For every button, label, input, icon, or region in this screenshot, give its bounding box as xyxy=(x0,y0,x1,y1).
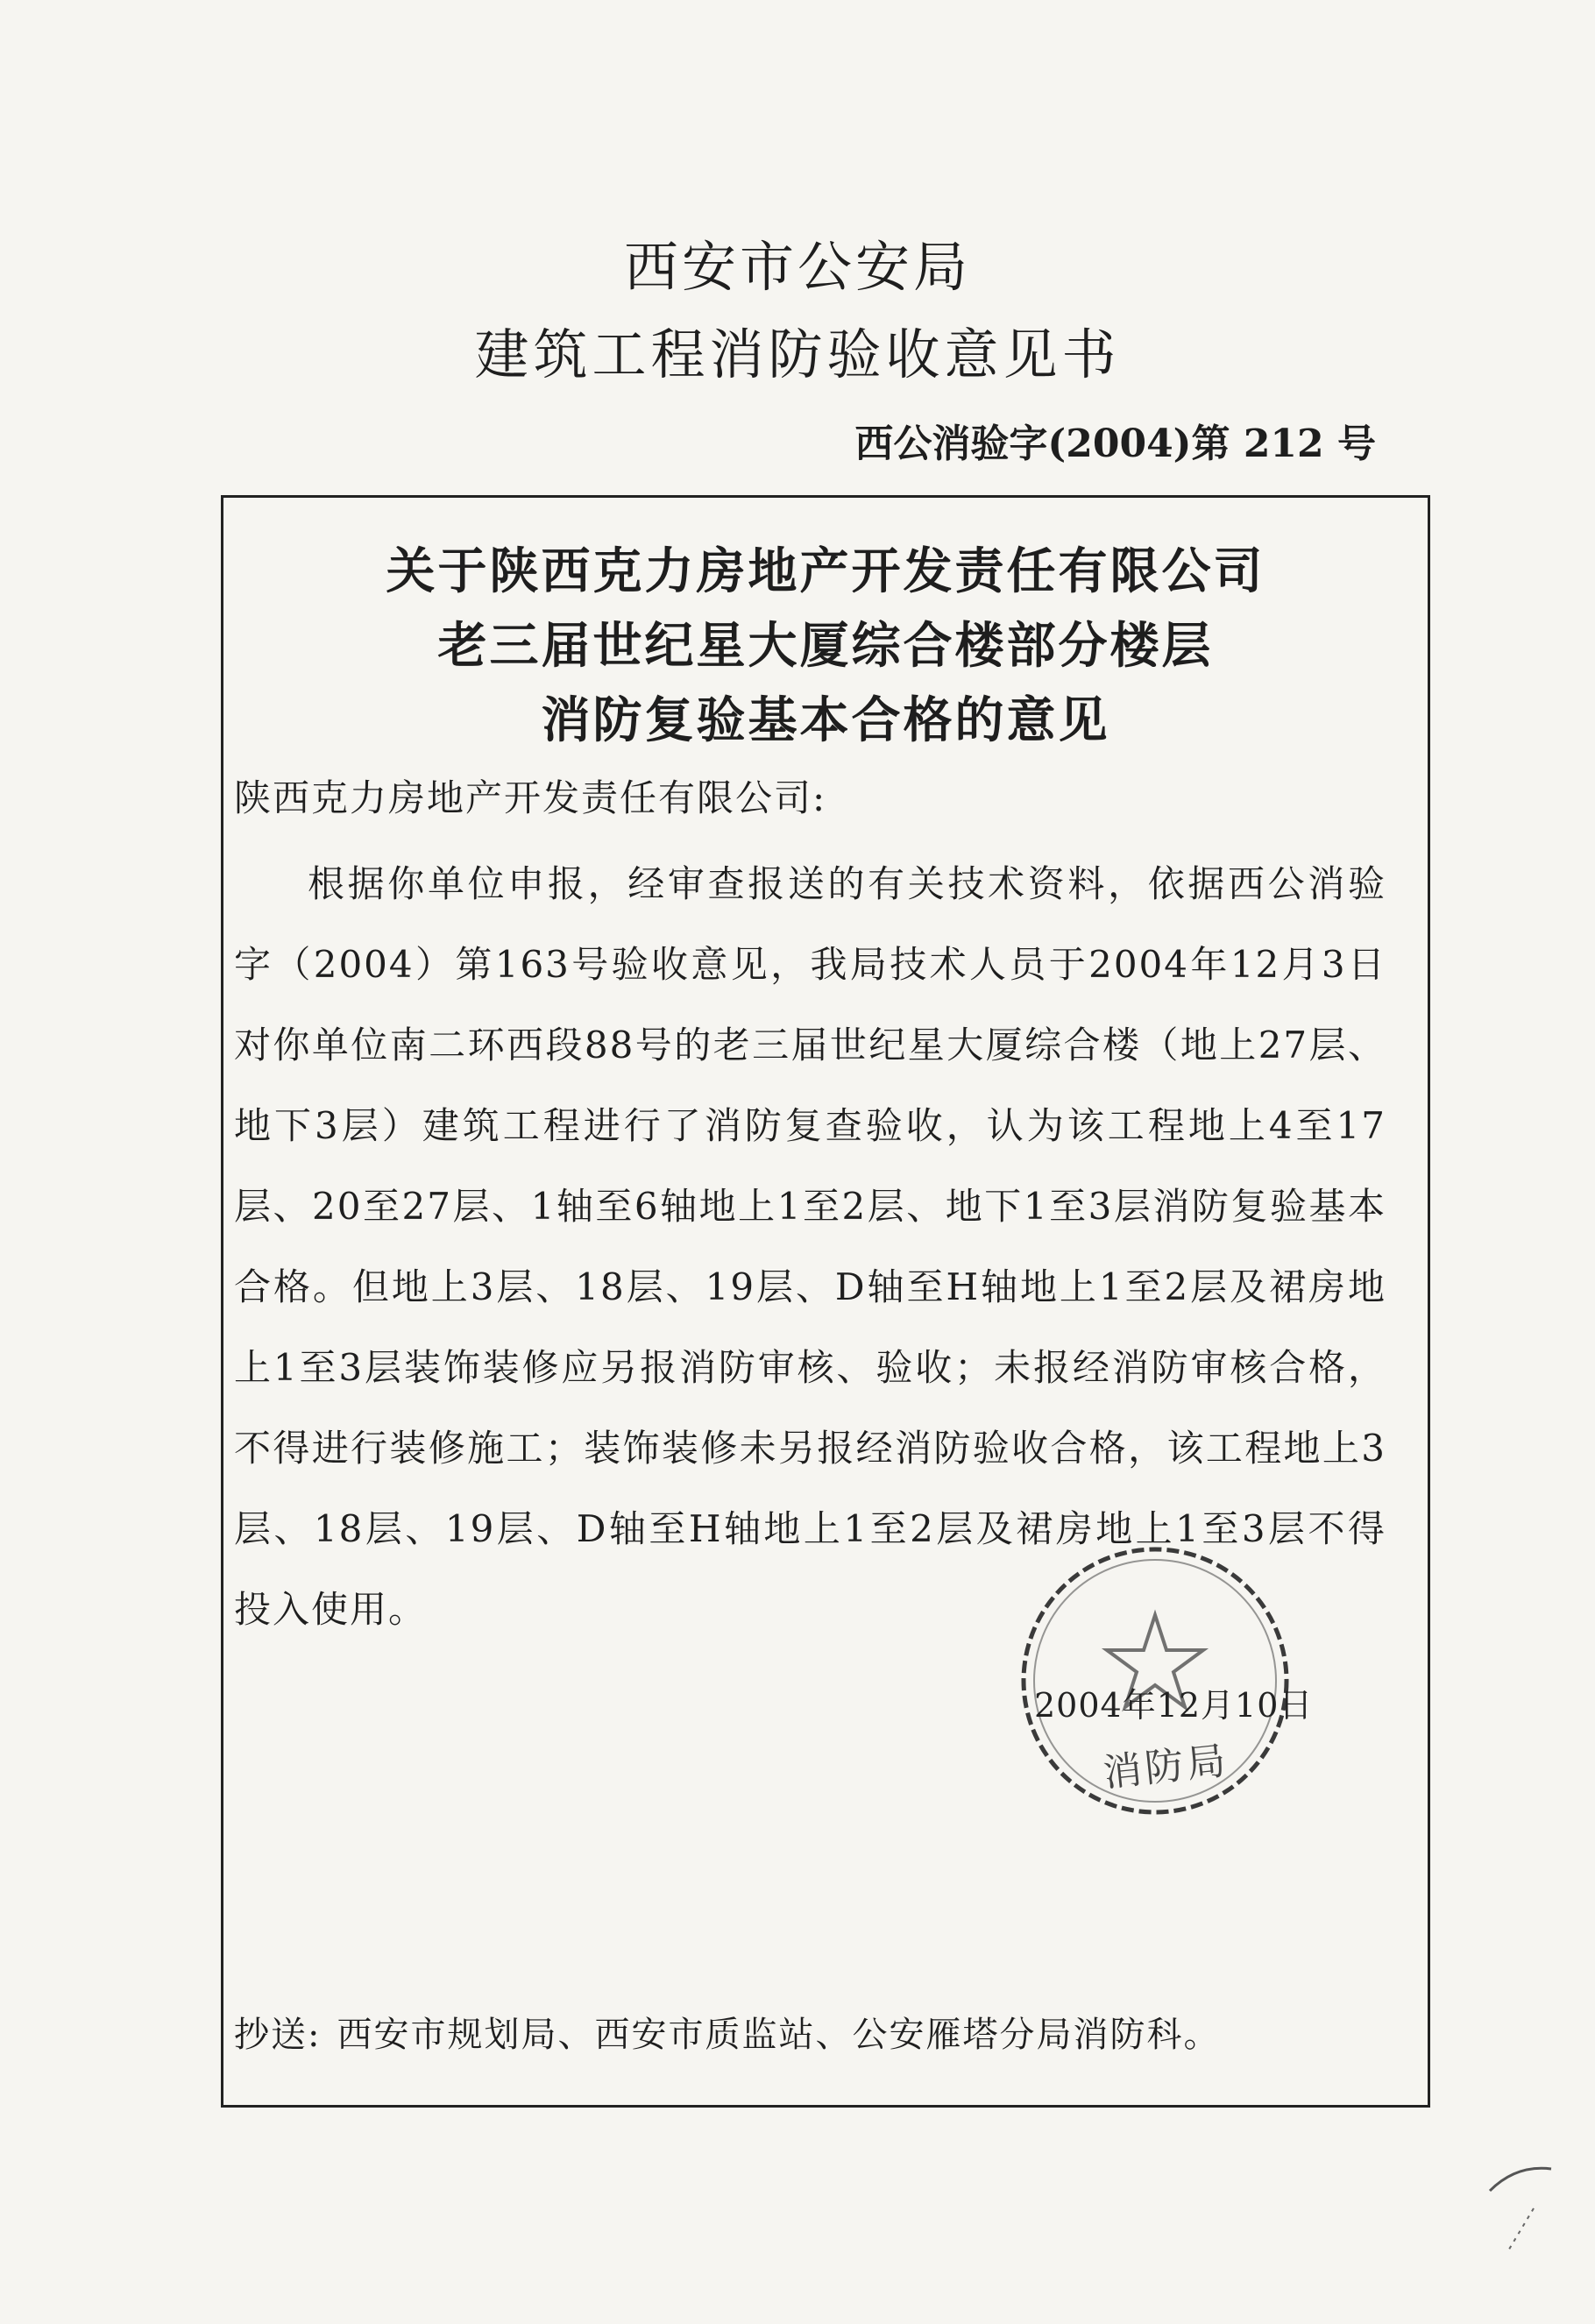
signature-date: 2004年12月10日 xyxy=(1034,1686,1314,1725)
document-type-title: 建筑工程消防验收意见书 xyxy=(474,322,1121,386)
addressee: 陕西克力房地产开发责任有限公司: xyxy=(234,776,827,819)
content-frame xyxy=(221,495,1430,2108)
body-paragraph: 根据你单位申报，经审查报送的有关技术资料，依据西公消验字（2004）第163号验收意见，我局技术人员于2004年12月3日对你单位南二环西段88号的老三届世纪星大厦综合楼（地上27层、地下3层）建筑工程进行了消防复查验收，认为该工程地上4至17层、20至27层、1轴至6轴地上1至2层、地下1至3层消防复验基本合格。但地上3层、18层、19层、D轴至H轴地上1至2层及裙房地上1至3层装饰装修应另报消防审核、验收；未报经消防审核合格，不得进行装修施工；装饰装修未另报经消防验收合格，该工程地上3层、18层、19层、D轴至H轴地上1至2层及裙房地上1至3层不得投入使用。 xyxy=(234,862,1386,1631)
cc-label: 抄送: xyxy=(234,2015,322,2055)
subject-line-3: 消防复验基本合格的意见 xyxy=(541,691,1110,749)
agency-title: 西安市公安局 xyxy=(623,235,971,299)
cc-recipients: 西安市规划局、西安市质监站、公安雁塔分局消防科。 xyxy=(337,2015,1221,2055)
cc-line xyxy=(234,2007,1220,2057)
scan-mark-icon xyxy=(1481,2156,1577,2261)
subject-line-1: 关于陕西克力房地产开发责任有限公司 xyxy=(386,542,1265,600)
document-number: 西公消验字(2004)第 212 号 xyxy=(854,422,1376,466)
stamp-label: 消防局 xyxy=(1101,1738,1231,1796)
subject-line-2: 老三届世纪星大厦综合楼部分楼层 xyxy=(437,617,1214,675)
